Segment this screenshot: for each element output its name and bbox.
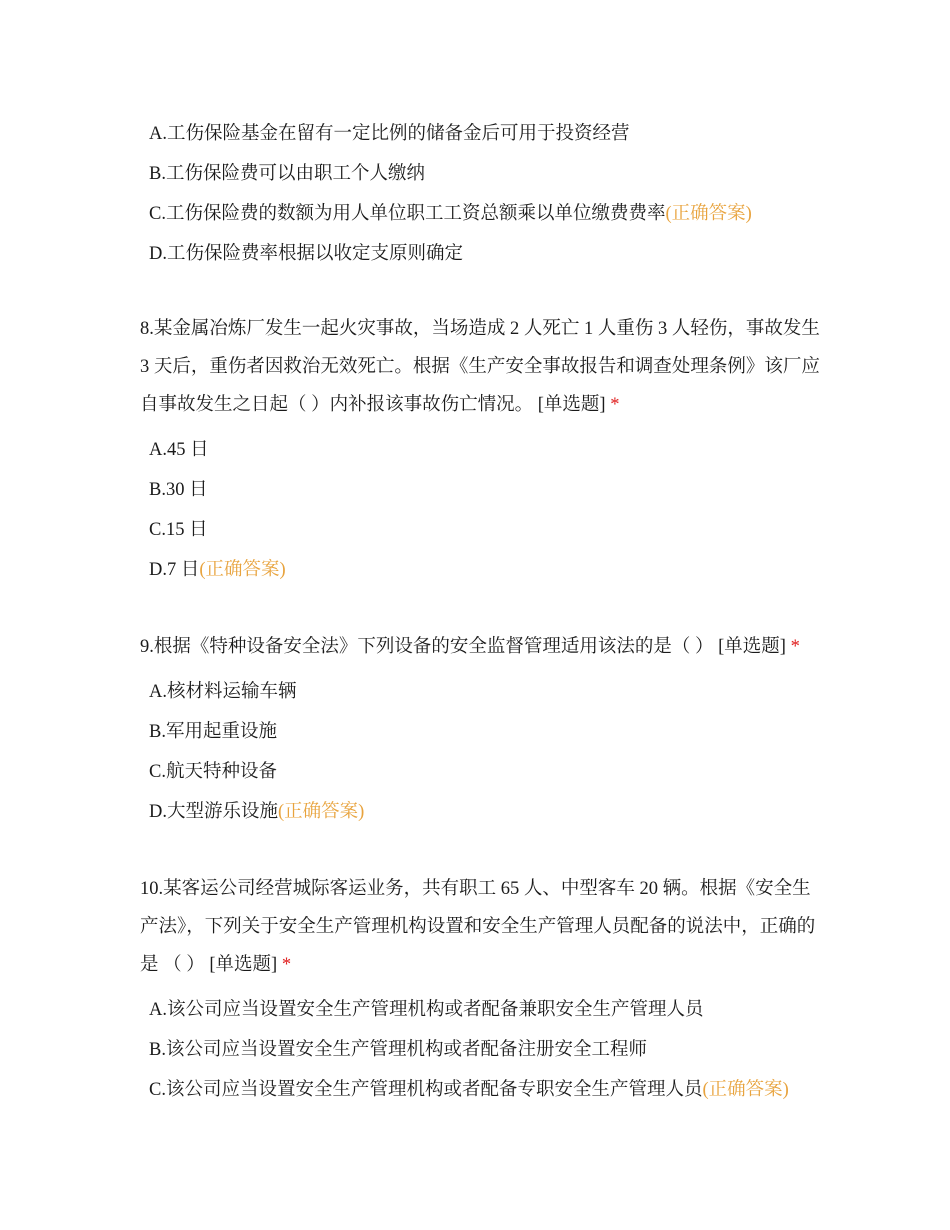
option-text: A.该公司应当设置安全生产管理机构或者配备兼职安全生产管理人员 xyxy=(149,1000,704,1020)
option-9-c xyxy=(149,752,829,792)
question-type-tag: [单选题] xyxy=(537,395,606,415)
option-text: C.该公司应当设置安全生产管理机构或者配备专职安全生产管理人员 xyxy=(149,1080,703,1100)
question-stem xyxy=(140,870,820,984)
option-8-b xyxy=(149,470,829,510)
option-text: D.大型游乐设施 xyxy=(149,802,278,822)
question-stem xyxy=(140,628,820,666)
option-text: B.该公司应当设置安全生产管理机构或者配备注册安全工程师 xyxy=(149,1040,647,1060)
option-7-a xyxy=(149,114,829,154)
question-7 xyxy=(140,114,820,274)
correct-answer-label: (正确答案) xyxy=(278,802,365,822)
option-text: B.军用起重设施 xyxy=(149,722,277,742)
question-text: 10.某客运公司经营城际客运业务，共有职工 65 人、中型客车 20 辆。根据《安全生产法》，下列关于安全生产管理机构设置和安全生产管理人员配备的说法中，正确的是 （ ） xyxy=(140,879,816,975)
option-text: D.7 日 xyxy=(149,560,200,580)
required-marker: * xyxy=(610,395,620,415)
question-8 xyxy=(140,310,820,590)
question-text: 9.根据《特种设备安全法》下列设备的安全监督管理适用该法的是（ ） xyxy=(140,637,714,657)
option-10-c xyxy=(149,1070,829,1110)
option-9-a xyxy=(149,672,829,712)
option-8-c xyxy=(149,510,829,550)
question-10 xyxy=(140,870,820,1110)
option-8-d xyxy=(149,550,829,590)
option-text: B.30 日 xyxy=(149,480,208,500)
option-text: C.15 日 xyxy=(149,520,208,540)
option-7-d xyxy=(149,234,829,274)
correct-answer-label: (正确答案) xyxy=(199,560,286,580)
option-8-a xyxy=(149,430,829,470)
question-stem xyxy=(140,310,820,424)
option-text: C.工伤保险费的数额为用人单位职工工资总额乘以单位缴费费率 xyxy=(149,204,666,224)
option-10-a xyxy=(149,990,829,1030)
option-text: D.工伤保险费率根据以收定支原则确定 xyxy=(149,244,463,264)
required-marker: * xyxy=(790,637,800,657)
option-text: A.工伤保险基金在留有一定比例的储备金后可用于投资经营 xyxy=(149,124,630,144)
option-text: C.航天特种设备 xyxy=(149,762,277,782)
option-text: A.核材料运输车辆 xyxy=(149,682,297,702)
option-text: A.45 日 xyxy=(149,440,209,460)
option-9-d xyxy=(149,792,829,832)
question-9 xyxy=(140,628,820,832)
question-text: 8.某金属冶炼厂发生一起火灾事故，当场造成 2 人死亡 1 人重伤 3 人轻伤，事故发生 3 天后，重伤者因救治无效死亡。根据《生产安全事故报告和调查处理条例》该厂应自事故发生之日起（ ）内补报该事故伤亡情况。 xyxy=(140,319,820,415)
option-10-b xyxy=(149,1030,829,1070)
correct-answer-label: (正确答案) xyxy=(665,204,752,224)
option-text: B.工伤保险费可以由职工个人缴纳 xyxy=(149,164,425,184)
required-marker: * xyxy=(281,955,292,975)
correct-answer-label: (正确答案) xyxy=(702,1080,789,1100)
option-9-b xyxy=(149,712,829,752)
question-type-tag: [单选题] xyxy=(209,955,278,975)
option-7-b xyxy=(149,154,829,194)
option-7-c xyxy=(149,194,829,234)
question-type-tag: [单选题] xyxy=(718,637,786,657)
